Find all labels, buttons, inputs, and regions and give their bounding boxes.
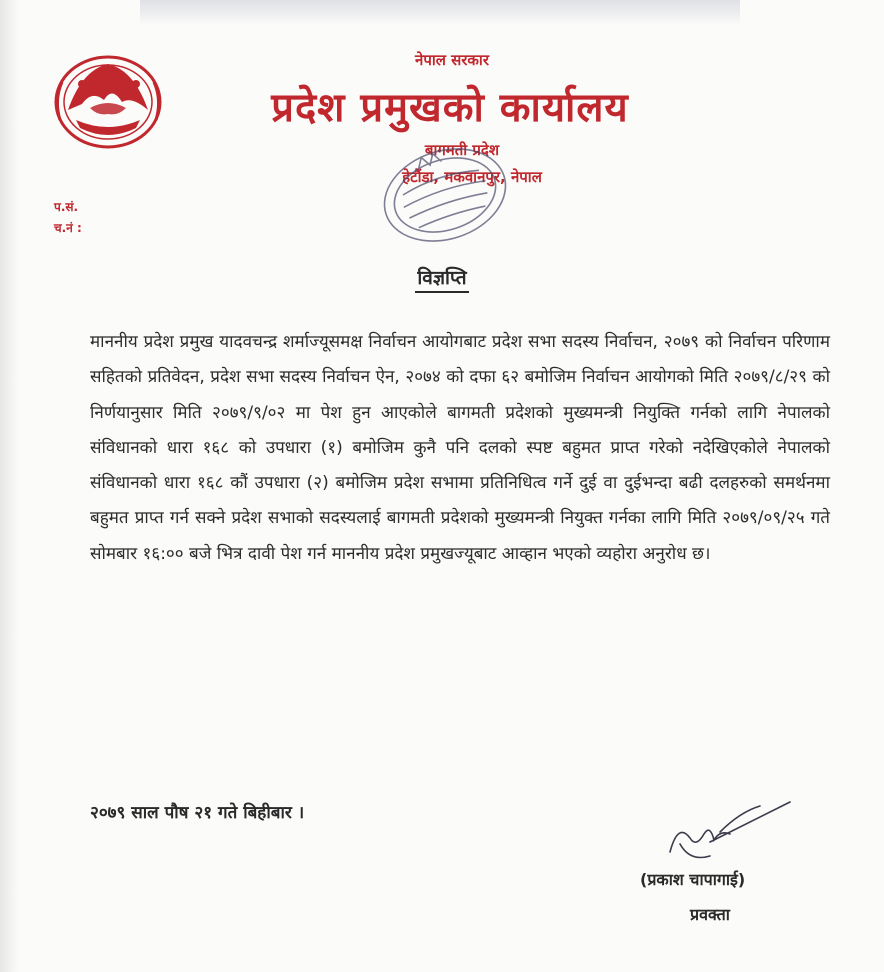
signature-icon	[650, 782, 800, 870]
province-name: बागमती प्रदेश	[424, 141, 500, 159]
government-name: नेपाल सरकार	[415, 51, 489, 69]
office-stamp-icon	[370, 132, 520, 258]
reference-numbers	[54, 197, 82, 239]
signatory-role: प्रवक्ता	[690, 905, 730, 924]
office-name: प्रदेश प्रमुखको कार्यालय	[271, 85, 629, 131]
notice-body: माननीय प्रदेश प्रमुख यादवचन्द्र शर्माज्यूसमक्ष निर्वाचन आयोगबाट प्रदेश सभा सदस्य निर्वाचन, २०७९ को निर्वाचन परिणाम सहितको प्रतिवेदन, प्रदेश सभा सदस्य निर्वाचन ऐन, २०७४ को दफा ६२ बमोजिम निर्वाचन आयोगको मिति २०७९/८/२९ को निर्णयानुसार मिति २०७९/९/०२ मा पेश हुन आएकोले बागमती प्रदेशको मुख्यमन्त्री नियुक्ति गर्नको लागि नेपालको संविधानको धारा १६८ को उपधारा (१) बमोजिम कुनै पनि दलको स्पष्ट बहुमत प्राप्त गरेको नदेखिएकोले नेपालको संविधानको धारा १६८ कौं उपधारा (२) बमोजिम प्रदेश सभामा प्रतिनिधित्व गर्ने दुई वा दुईभन्दा बढी दलहरुको समर्थनमा बहुमत प्राप्त गर्न सक्ने प्रदेश सभाको सदस्यलाई बागमती प्रदेशको मुख्यमन्त्री नियुक्त गर्नका लागि मिति २०७९/०९/२५ गते सोमबार १६:०० बजे भित्र दावी पेश गर्न माननीय प्रदेश प्रमुखज्यूबाट आव्हान भएको व्यहोरा अनुरोध छ।	[90, 332, 830, 564]
notice-date: २०७९ साल पौष २१ गते बिहीबार ।	[90, 803, 305, 823]
signatory-name: (प्रकाश चापागाई)	[640, 870, 746, 889]
notice-title-text: विज्ञप्ति	[415, 267, 468, 293]
letter-number-label: प.सं.	[54, 200, 79, 214]
notice-title	[0, 264, 884, 290]
dispatch-number-label: च.नं :	[54, 221, 82, 235]
scan-shadow-top	[140, 0, 740, 26]
scan-shadow-left	[0, 0, 18, 972]
office-address: हेटौंडा, मकवानपुर, नेपाल	[402, 168, 542, 186]
